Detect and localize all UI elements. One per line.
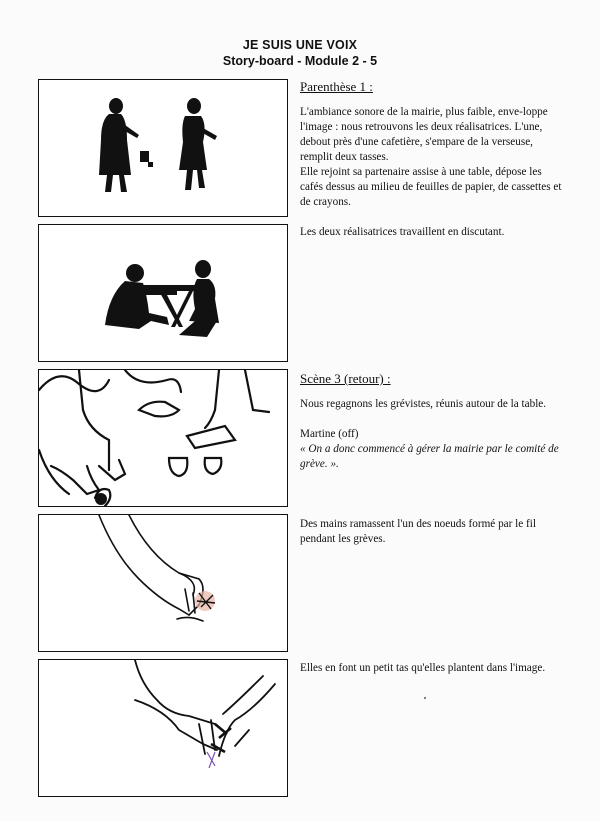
hands-planting-knots-illustration [39,660,287,796]
storyboard-frame-1 [38,79,288,217]
storyboard-frame-5 [38,659,288,797]
storyboard-frame-2 [38,224,288,362]
strikers-sketch-illustration [39,370,287,506]
speaker-line: Martine (off) [300,428,359,440]
stray-dot [424,697,426,699]
hand-picking-knot-illustration [39,515,287,651]
scene3-paragraph-3: Elles en font un petit tas qu'elles plantent dans l'image. [300,662,546,674]
parenthese-block [300,79,562,255]
silhouettes-table-illustration [39,225,287,361]
parenthese-paragraph-1: L'ambiance sonore de la mairie, plus faible, enve-loppe l'image : nous retrouvons les deux réalisatrices. L'une, debout près d'une cafetière, s'empare de la verseuse, remplit deux tasses. [300,106,548,163]
parenthese-paragraph-1b: Elle rejoint sa partenaire assise à une table, dépose les cafés dessus au milieu de feuilles de papier, de cassettes et de crayons. [300,166,562,208]
quote-line: « On a donc commencé à gérer la mairie par le comité de grève. ». [300,443,559,470]
document-subtitle: Story-board - Module 2 - 5 [222,54,378,68]
scene3-paragraph-2: Des mains ramassent l'un des noeuds formé par le fil pendant les grèves. [300,518,536,545]
scene3-heading: Scène 3 (retour) : [300,371,391,386]
document-title: JE SUIS UNE VOIX [242,38,358,52]
parenthese-heading: Parenthèse 1 : [300,79,373,94]
silhouettes-standing-illustration [39,80,287,216]
scene3-block [300,371,562,487]
scene3-paragraph-1: Nous regagnons les grévistes, réunis autour de la table. [300,398,547,410]
storyboard-frame-4 [38,514,288,652]
parenthese-paragraph-2: Les deux réalisatrices travaillent en discutant. [300,226,505,238]
storyboard-frame-3 [38,369,288,507]
